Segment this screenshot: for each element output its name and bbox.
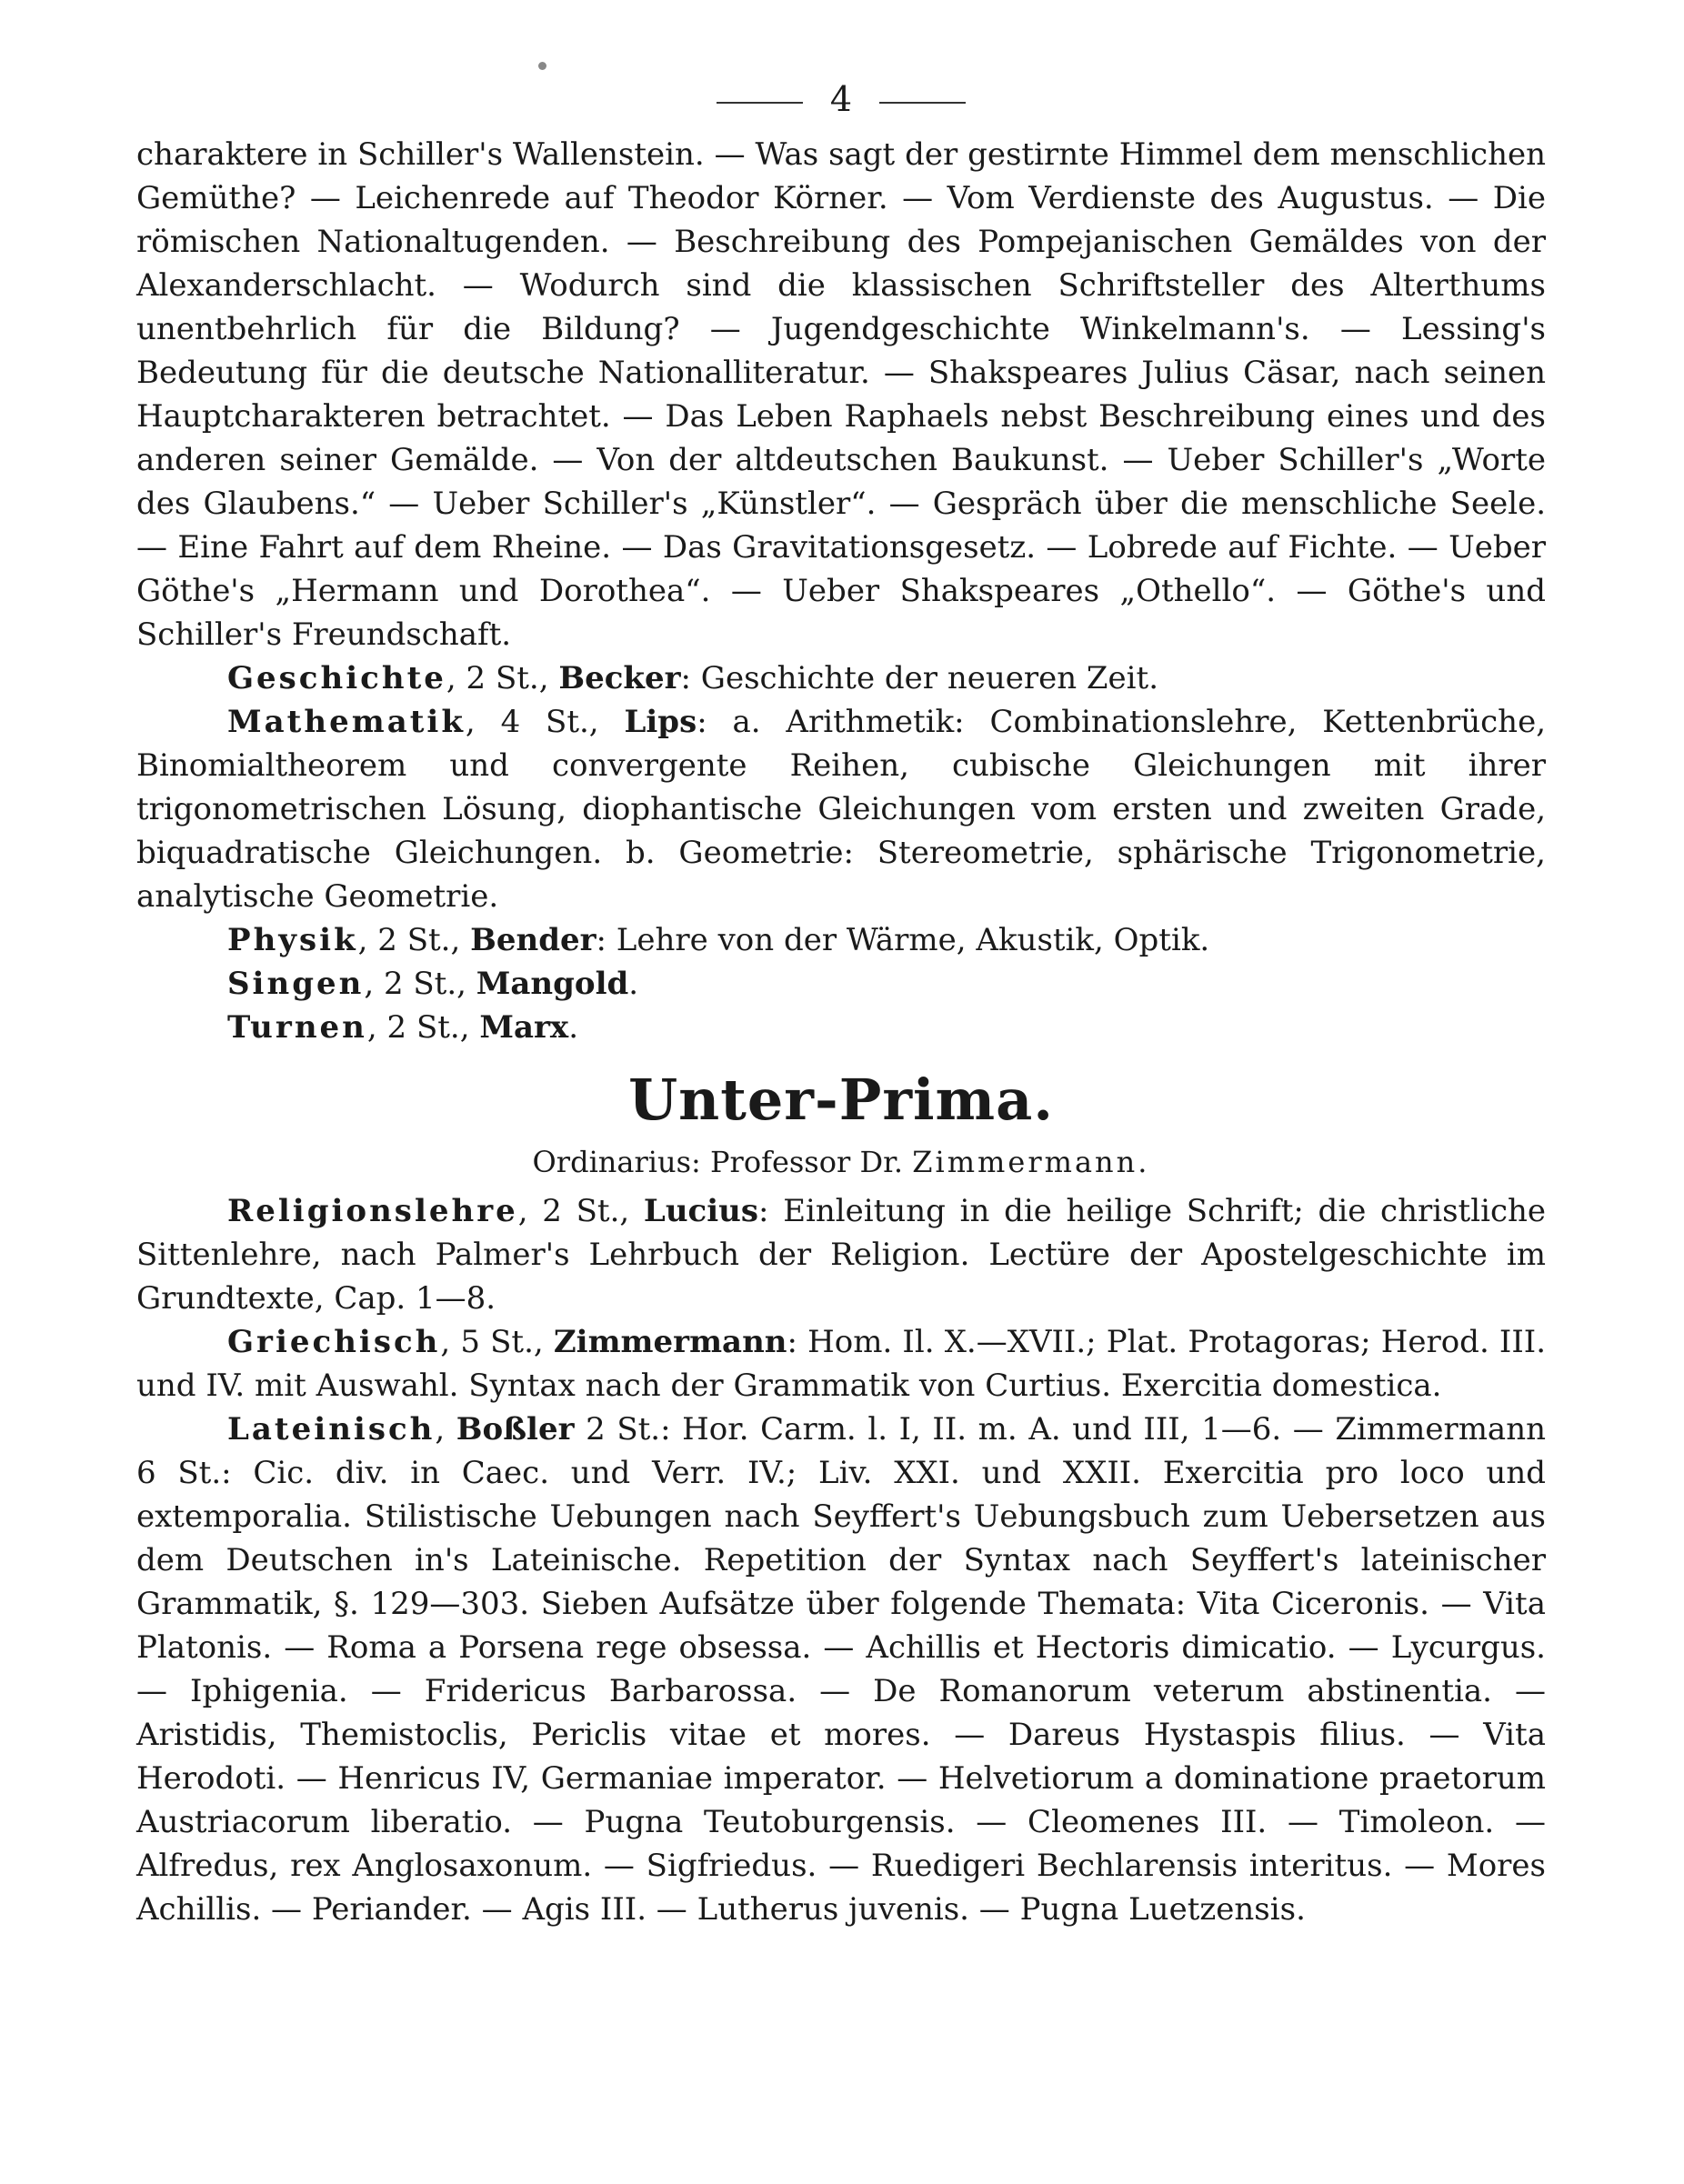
header-rule-left <box>717 102 803 104</box>
subject-hours: , 2 St., <box>446 660 559 696</box>
subject-name: Mathematik <box>227 704 466 740</box>
essay-topics-paragraph: charaktere in Schiller's Wallenstein. — Was sagt der gestirnte Himmel dem menschlichen Gemüthe? — Leichenrede auf Theodor Körner. — Vom Verdienste des Augustus. — Die römischen Nationaltugenden. — Beschreibung des Pompejanischen Gemäldes von der Alexanderschlacht. — Wodurch sind die klassischen Schriftsteller des Alterthums unentbehrlich für die Bildung? — Jugendgeschichte Winkelmann's. — Lessing's Bedeutung für die deutsche Nationalliteratur. — Shakspeares Julius Cäsar, nach seinen Hauptcharakteren betrachtet. — Das Leben Raphaels nebst Beschreibung eines und des anderen seiner Gemälde. — Von der altdeutschen Baukunst. — Ueber Schiller's „Worte des Glaubens.“ — Ueber Schiller's „Künstler“. — Gespräch über die menschliche Seele. — Eine Fahrt auf dem Rheine. — Das Gravitationsgesetz. — Lobrede auf Fichte. — Ueber Göthe's „Hermann und Dorothea“. — Ueber Shakspeares „Othello“. — Göthe's und Schiller's Freundschaft. <box>136 136 1546 653</box>
header-rule-right <box>879 102 966 104</box>
teacher-name: Boßler <box>456 1411 575 1448</box>
subject-name: Physik <box>227 922 358 958</box>
subject-singen <box>136 962 1546 1006</box>
subject-name: Lateinisch <box>227 1411 436 1448</box>
subject-hours: , <box>435 1411 456 1448</box>
subject-hours: , 5 St., <box>440 1324 554 1360</box>
subject-content: . <box>568 1009 578 1046</box>
teacher-name: Lucius <box>643 1193 759 1229</box>
document-page <box>136 75 1546 2157</box>
subject-religionslehre <box>136 1189 1546 1320</box>
teacher-name: Bender <box>470 922 596 958</box>
ordinarius-name: Zimmermann. <box>912 1145 1150 1179</box>
teacher-name: Marx <box>479 1009 569 1046</box>
ordinarius-label: Ordinarius: Professor Dr. <box>532 1145 913 1179</box>
subject-hours: , 2 St., <box>357 922 471 958</box>
subject-turnen <box>136 1006 1546 1049</box>
page-number: 4 <box>829 79 853 119</box>
subject-lateinisch <box>136 1408 1546 1931</box>
subject-content: : Lehre von der Wärme, Akustik, Optik. <box>596 922 1210 958</box>
page-header <box>136 75 1546 133</box>
teacher-name: Zimmermann <box>553 1324 787 1360</box>
subject-content: : Einleitung in die heilige Schrift; die christliche Sittenlehre, nach Palmer's Lehrbuch der Religion. Lectüre der Apostelgeschichte im Grundtexte, Cap. 1—8. <box>136 1193 1547 1317</box>
subject-content: . <box>628 966 639 1002</box>
subject-hours: , 2 St., <box>517 1193 644 1229</box>
subject-content: : Hom. Il. X.—XVII.; Plat. Protagoras; Herod. III. und IV. mit Auswahl. Syntax nach der Grammatik von Curtius. Exercitia domestica. <box>136 1324 1546 1404</box>
subject-name: Griechisch <box>227 1324 441 1360</box>
subject-physik <box>136 918 1546 962</box>
subject-griechisch <box>136 1320 1546 1408</box>
teacher-name: Lips <box>624 704 697 740</box>
teacher-name: Becker <box>558 660 681 696</box>
subject-geschichte <box>136 656 1546 700</box>
subject-content: 2 St.: Hor. Carm. l. I, II. m. A. und III, 1—6. — Zimmermann 6 St.: Cic. div. in Caec. und Verr. IV.; Liv. XXI. und XXII. Exercitia pro loco und extemporalia. Stilistische Uebungen nach Seyffert's Uebungsbuch zum Uebersetzen aus dem Deutschen in's Lateinische. Repetition der Syntax nach Seyffert's lateinischer Grammatik, §. 129—303. Sieben Aufsätze über folgende Themata: Vita Ciceronis. — Vita Platonis. — Roma a Porsena rege obsessa. — Achillis et Hectoris dimicatio. — Lycurgus. — Iphigenia. — Fridericus Barbarossa. — De Romanorum veterum abstinentia. — Aristidis, Themistoclis, Periclis vitae et mores. — Dareus Hystaspis filius. — Vita Herodoti. — Henricus IV, Germaniae imperator. — Helvetiorum a dominatione praetorum Austriacorum liberatio. — Pugna Teutoburgensis. — Cleomenes III. — Timoleon. — Alfredus, rex Anglosaxonum. — Sigfriedus. — Ruedigeri Bechlarensis interitus. — Mores Achillis. — Periander. — Agis III. — Lutherus juvenis. — Pugna Luetzensis. <box>136 1411 1546 1928</box>
subject-mathematik <box>136 700 1546 918</box>
ordinarius-line <box>136 1140 1546 1184</box>
subject-name: Turnen <box>227 1009 367 1046</box>
subject-content: : Geschichte der neueren Zeit. <box>680 660 1159 696</box>
subject-name: Religionslehre <box>227 1193 518 1229</box>
section-title: Unter-Prima. <box>628 1067 1054 1133</box>
subject-hours: , 2 St., <box>366 1009 480 1046</box>
subject-name: Singen <box>227 966 365 1002</box>
subject-name: Geschichte <box>227 660 446 696</box>
subject-hours: , 4 St., <box>465 704 625 740</box>
subject-content: : a. Arithmetik: Combinationslehre, Kettenbrüche, Binomialtheorem und convergente Reihen, cubische Gleichungen mit ihrer trigonometrischen Lösung, diophantische Gleichungen vom ersten und zweiten Grade, biquadratische Gleichungen. b. Geometrie: Stereometrie, sphärische Trigonometrie, analytische Geometrie. <box>136 704 1547 915</box>
teacher-name: Mangold <box>476 966 629 1002</box>
subject-hours: , 2 St., <box>364 966 476 1002</box>
ink-speck <box>538 62 546 70</box>
